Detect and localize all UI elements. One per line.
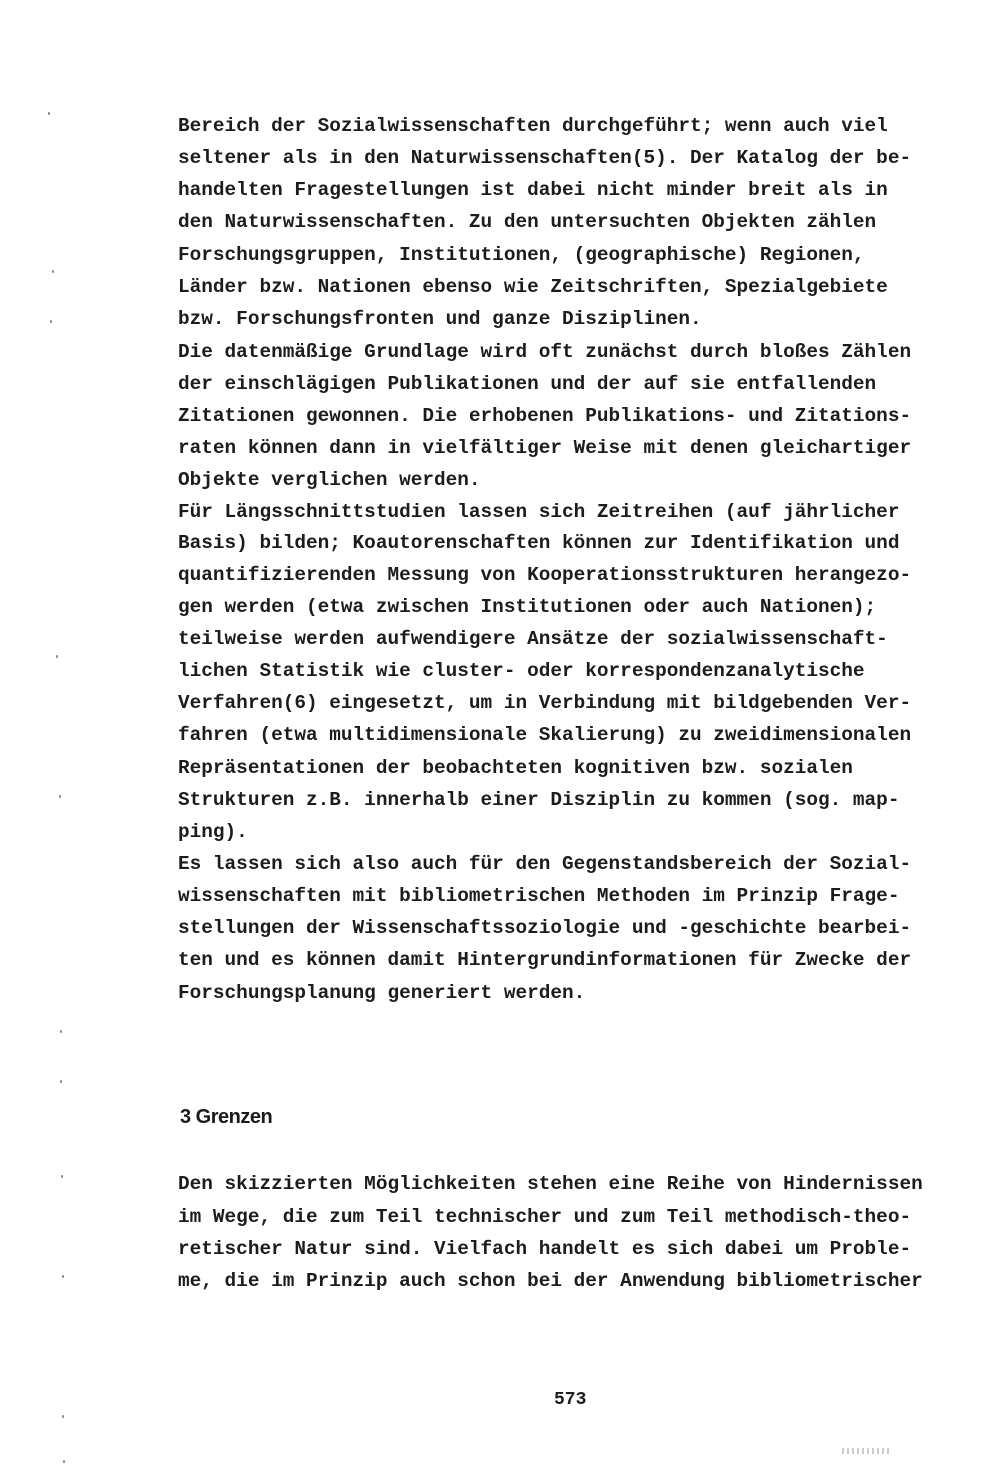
- text-line: den Naturwissenschaften. Zu den untersuchten Objekten zählen: [178, 211, 877, 233]
- text-line: bzw. Forschungsfronten und ganze Disziplinen.: [178, 308, 702, 330]
- text-line: lichen Statistik wie cluster- oder korrespondenzanalytische: [178, 660, 865, 682]
- scan-speck: [52, 270, 54, 273]
- scan-speck: [50, 320, 52, 323]
- text-line: Verfahren(6) eingesetzt, um in Verbindung mit bildgebenden Ver-: [178, 692, 912, 714]
- text-line: Es lassen sich also auch für den Gegenstandsbereich der Sozial-: [178, 853, 912, 875]
- text-line: der einschlägigen Publikationen und der auf sie entfallenden: [178, 373, 877, 395]
- scan-speck: [60, 1030, 62, 1033]
- text-line: Forschungsplanung generiert werden.: [178, 982, 586, 1004]
- text-line: Bereich der Sozialwissenschaften durchgeführt; wenn auch viel: [178, 115, 888, 137]
- text-line: handelten Fragestellungen ist dabei nicht minder breit als in: [178, 179, 888, 201]
- scan-speck: [56, 655, 58, 658]
- page-number: 573: [554, 1390, 587, 1410]
- text-line: Länder bzw. Nationen ebenso wie Zeitschriften, Spezialgebiete: [178, 276, 888, 298]
- text-line: im Wege, die zum Teil technischer und zum Teil methodisch-theo-: [178, 1206, 912, 1228]
- text-line: Forschungsgruppen, Institutionen, (geographische) Regionen,: [178, 244, 865, 266]
- text-line: gen werden (etwa zwischen Institutionen oder auch Nationen);: [178, 596, 877, 618]
- text-line: quantifizierenden Messung von Kooperationsstrukturen herangezo-: [178, 564, 912, 586]
- text-line: wissenschaften mit bibliometrischen Methoden im Prinzip Frage-: [178, 885, 900, 907]
- text-line: seltener als in den Naturwissenschaften(5). Der Katalog der be-: [178, 147, 912, 169]
- text-line: Für Längsschnittstudien lassen sich Zeitreihen (auf jährlicher: [178, 501, 900, 523]
- text-line: ten und es können damit Hintergrundinformationen für Zwecke der: [178, 949, 912, 971]
- scan-speck: [61, 1175, 63, 1178]
- scan-speck: [59, 795, 61, 798]
- scan-speck: [63, 1460, 65, 1463]
- text-line: me, die im Prinzip auch schon bei der Anwendung bibliometrischer: [178, 1270, 923, 1292]
- text-line: raten können dann in vielfältiger Weise mit denen gleichartiger: [178, 437, 912, 459]
- text-line: Basis) bilden; Koautorenschaften können zur Identifikation und: [178, 532, 900, 554]
- scan-speck: [62, 1415, 64, 1418]
- text-line: Den skizzierten Möglichkeiten stehen eine Reihe von Hindernissen: [178, 1173, 923, 1195]
- scan-speck: [62, 1275, 64, 1278]
- text-line: Zitationen gewonnen. Die erhobenen Publikations- und Zitations-: [178, 405, 912, 427]
- text-line: fahren (etwa multidimensionale Skalierung) zu zweidimensionalen: [178, 724, 912, 746]
- text-line: Repräsentationen der beobachteten kognitiven bzw. sozialen: [178, 757, 853, 779]
- text-line: Die datenmäßige Grundlage wird oft zunächst durch bloßes Zählen: [178, 341, 912, 363]
- text-line: teilweise werden aufwendigere Ansätze der sozialwissenschaft-: [178, 628, 888, 650]
- scan-smudge: [842, 1448, 892, 1454]
- section-heading: 3 Grenzen: [180, 1106, 273, 1128]
- text-line: Strukturen z.B. innerhalb einer Disziplin zu kommen (sog. map-: [178, 789, 900, 811]
- text-line: retischer Natur sind. Vielfach handelt es sich dabei um Proble-: [178, 1238, 912, 1260]
- text-line: stellungen der Wissenschaftssoziologie und -geschichte bearbei-: [178, 917, 912, 939]
- scan-speck: [48, 112, 50, 115]
- text-line: ping).: [178, 821, 248, 843]
- scan-speck: [60, 1080, 62, 1083]
- text-line: Objekte verglichen werden.: [178, 469, 481, 491]
